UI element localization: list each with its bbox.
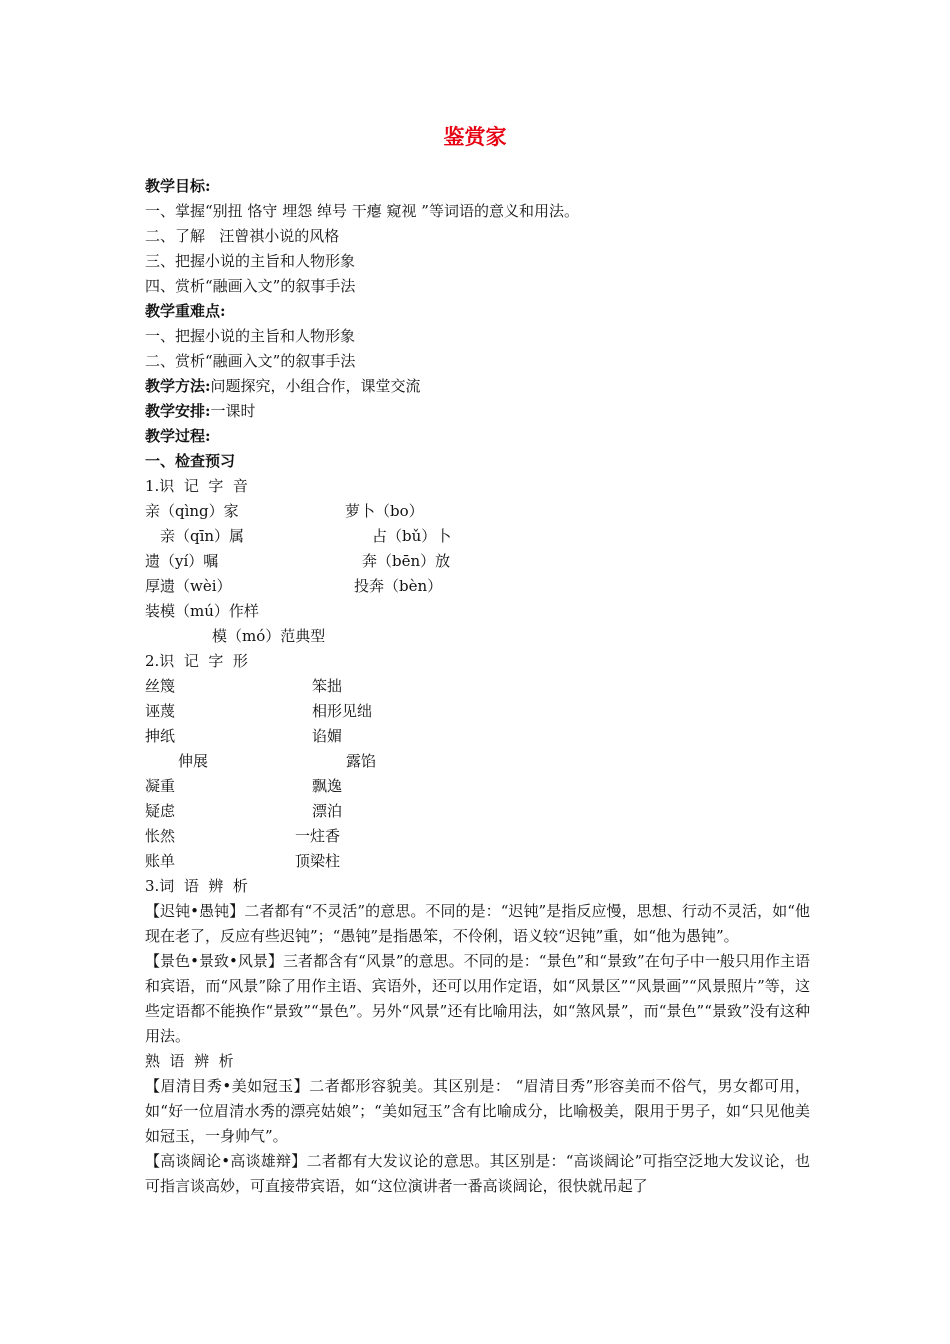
pronunciation-item: 装模（mú）作样 [145, 602, 259, 620]
character-form-row [145, 749, 810, 774]
pronunciation-row [145, 524, 810, 549]
pronunciation-item: 投奔（bèn） [354, 577, 443, 595]
method-line [145, 374, 810, 399]
character-form-item: 飘逸 [312, 777, 343, 795]
word-analysis-paragraph: 【景色•景致•风景】三者都含有“风景”的意思。不同的是：“景色”和“景致”在句子中一般只用作主语和宾语，而“风景”除了用作主语、宾语外，还可以用作定语，如“风景区”“风景画”“风景照片”等，这些定语都不能换作“景致”“景色”。另外“风景”还有比喻用法，如“煞风景”，而“景色”“景致”没有这种用法。 [145, 952, 810, 1045]
pronunciation-item: 模（mó）范典型 [212, 627, 326, 645]
pronunciation-item: 遗（yí）嘱 [145, 552, 219, 570]
character-form-item: 诬蔑 [145, 702, 176, 720]
goal-item: 一、掌握“别扭 恪守 埋怨 绰号 干瘪 窥视 ”等词语的意义和用法。 [145, 202, 579, 220]
schedule-label: 教学安排: [145, 402, 211, 420]
document-body [145, 174, 810, 1199]
character-form-item: 谄媚 [312, 727, 343, 745]
goals-heading: 教学目标: [145, 177, 211, 195]
character-form-item: 露馅 [346, 752, 377, 770]
word-analysis-heading: 3.词 语 辨 析 [145, 877, 248, 895]
process-heading: 教学过程: [145, 427, 211, 445]
schedule-line [145, 399, 810, 424]
character-form-row [145, 774, 810, 799]
character-form-item: 伸展 [178, 752, 209, 770]
character-form-item: 疑虑 [145, 802, 176, 820]
idiom-analysis-paragraph: 【高谈阔论•高谈雄辩】二者都有大发议论的意思。其区别是：“高谈阔论”可指空泛地大发议论，也可指言谈高妙，可直接带宾语，如“这位演讲者一番高谈阔论，很快就吊起了 [145, 1152, 810, 1195]
character-form-item: 笨拙 [312, 677, 343, 695]
pronunciation-row [145, 599, 810, 624]
document-title: 鉴赏家 [443, 124, 507, 149]
character-form-item: 凝重 [145, 777, 176, 795]
character-form-item: 账单 [145, 852, 176, 870]
character-form-item: 顶梁柱 [295, 852, 341, 870]
character-form-row [145, 699, 810, 724]
pronunciation-row [145, 499, 810, 524]
word-analysis-paragraph: 【迟钝•愚钝】二者都有“不灵活”的意思。不同的是：“迟钝”是指反应慢，思想、行动不灵活，如“他现在老了，反应有些迟钝”；“愚钝”是指愚笨，不伶俐，语义较“迟钝”重，如“他为愚钝”。 [145, 902, 810, 945]
section-heading: 一、检查预习 [145, 452, 236, 470]
character-form-row [145, 674, 810, 699]
character-form-item: 相形见绌 [312, 702, 373, 720]
character-form-row [145, 799, 810, 824]
idiom-analysis-heading: 熟 语 辨 析 [145, 1052, 234, 1070]
character-form-item: 丝篾 [145, 677, 176, 695]
pronunciation-row [145, 574, 810, 599]
character-form-item: 抻纸 [145, 727, 176, 745]
pronunciation-item: 亲（qìng）家 [145, 502, 239, 520]
pronunciation-item: 亲（qīn）属 [160, 527, 245, 545]
pronunciation-row [145, 624, 810, 649]
key-points-heading: 教学重难点: [145, 302, 226, 320]
key-point-item: 二、赏析“融画入文”的叙事手法 [145, 352, 356, 370]
idiom-analysis-paragraph: 【眉清目秀•美如冠玉】二者都形容貌美。其区别是： “眉清目秀”形容美而不俗气，男女都可用，如“好一位眉清水秀的漂亮姑娘”；“美如冠玉”含有比喻成分，比喻极美，限用于男子，如“只见他美如冠玉，一身帅气”。 [145, 1077, 810, 1145]
key-point-item: 一、把握小说的主旨和人物形象 [145, 327, 356, 345]
pronunciation-heading: 1.识 记 字 音 [145, 477, 248, 495]
pronunciation-item: 占（bǔ）卜 [372, 527, 452, 545]
character-form-item: 漂泊 [312, 802, 343, 820]
pronunciation-item: 奔（bēn）放 [362, 552, 451, 570]
character-form-row [145, 849, 810, 874]
character-form-row [145, 724, 810, 749]
character-form-item: 怅然 [145, 827, 176, 845]
method-label: 教学方法: [145, 377, 211, 395]
pronunciation-row [145, 549, 810, 574]
pronunciation-item: 厚遗（wèi） [145, 577, 232, 595]
character-form-item: 一炷香 [295, 827, 341, 845]
goal-item: 三、把握小说的主旨和人物形象 [145, 252, 356, 270]
goal-item: 二、了解 汪曾祺小说的风格 [145, 227, 340, 245]
pronunciation-item: 萝卜（bo） [345, 502, 424, 520]
character-form-heading: 2.识 记 字 形 [145, 652, 248, 670]
goal-item: 四、赏析“融画入文”的叙事手法 [145, 277, 356, 295]
character-form-row [145, 824, 810, 849]
schedule-text: 一课时 [210, 402, 256, 420]
method-text: 问题探究，小组合作，课堂交流 [210, 377, 421, 395]
